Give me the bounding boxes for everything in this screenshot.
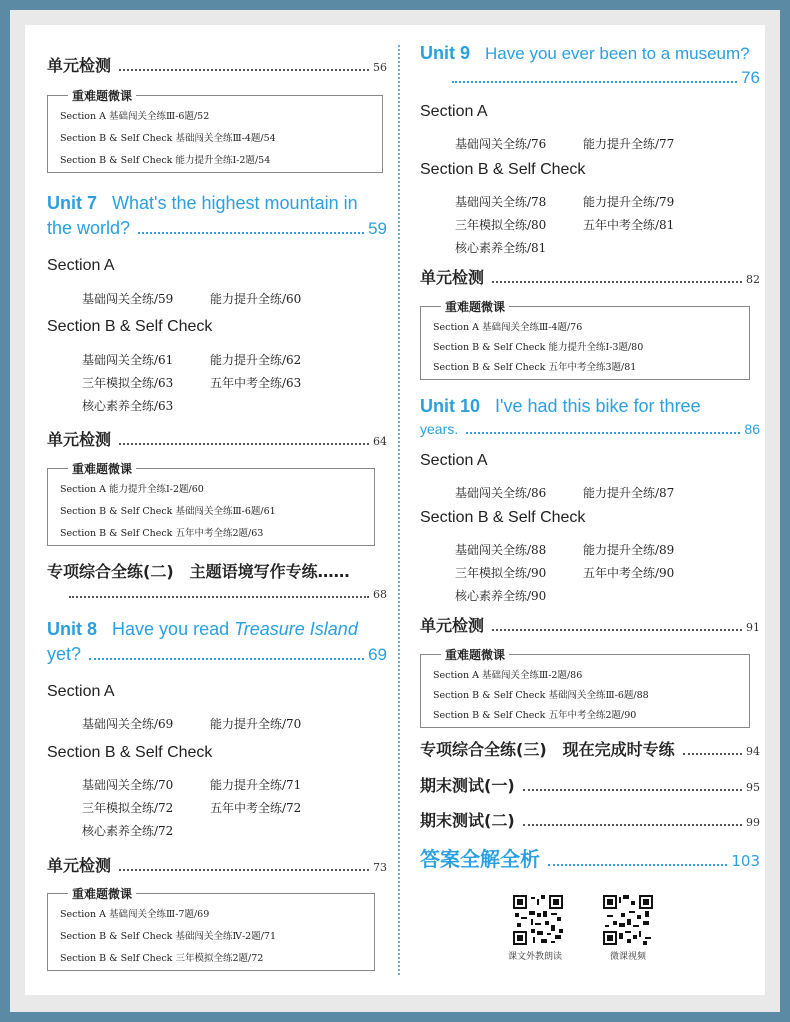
leader-dots	[548, 864, 727, 866]
box-line[interactable]: Section B & Self Check 能力提升全练Ⅰ-2题/54	[60, 155, 271, 166]
toc-entry-unit6-test[interactable]	[47, 53, 387, 76]
box-title: 重难题微课	[441, 298, 509, 315]
box-line[interactable]: Section B & Self Check 三年模拟全练2题/72	[60, 953, 264, 964]
section-a-heading[interactable]: Section A	[47, 257, 115, 274]
box-title: 重难题微课	[68, 87, 136, 104]
key-problems-box	[47, 462, 375, 546]
key-problems-box	[420, 648, 750, 728]
leader-dots	[138, 232, 364, 234]
toc-item[interactable]: 五年中考全练/81	[583, 218, 675, 232]
toc-item[interactable]: 五年中考全练/72	[210, 801, 302, 815]
unit-heading-9[interactable]	[420, 43, 760, 88]
box-line[interactable]: Section B & Self Check 五年中考全练2题/90	[433, 710, 637, 721]
toc-item[interactable]: 核心素养全练/90	[455, 589, 547, 603]
leader-dots	[523, 789, 742, 791]
section-a-items	[82, 288, 382, 307]
box-line[interactable]: Section B & Self Check 基础闯关全练Ⅲ-4题/54	[60, 133, 276, 144]
unit-title: Have you ever been to a museum?	[485, 44, 750, 63]
unit-heading-8[interactable]	[47, 619, 387, 665]
toc-entry-unit10-test[interactable]	[420, 613, 760, 636]
entry-page: 73	[373, 861, 387, 874]
unit-page: 76	[741, 68, 760, 87]
section-a-items	[82, 713, 382, 732]
unit-title-cont: years.	[420, 421, 459, 437]
toc-entry-final-1[interactable]	[420, 773, 760, 796]
leader-dots	[452, 81, 737, 83]
entry-page: 103	[731, 852, 760, 870]
toc-item[interactable]: 能力提升全练/87	[583, 486, 675, 500]
box-title: 重难题微课	[441, 646, 509, 663]
page-frame	[10, 10, 780, 1012]
box-line[interactable]: Section A 基础闯关全练Ⅲ-6题/52	[60, 111, 210, 122]
toc-item[interactable]: 五年中考全练/90	[583, 566, 675, 580]
entry-label: 单元检测	[47, 856, 112, 875]
unit-heading-7[interactable]	[47, 193, 387, 239]
leader-dots	[119, 869, 369, 871]
box-line[interactable]: Section A 能力提升全练Ⅰ-2题/60	[60, 484, 204, 495]
entry-label: 单元检测	[47, 56, 112, 75]
unit-page: 59	[368, 219, 387, 238]
toc-item[interactable]: 能力提升全练/70	[210, 717, 302, 731]
toc-item[interactable]: 基础闯关全练/86	[455, 486, 547, 500]
qr-caption: 课文外教朗读	[508, 952, 563, 962]
toc-entry-answers[interactable]	[420, 843, 760, 872]
toc-item[interactable]: 核心素养全练/63	[82, 399, 174, 413]
entry-page: 68	[373, 588, 387, 601]
qr-code-icon[interactable]	[513, 895, 563, 945]
toc-item[interactable]: 核心素养全练/81	[455, 241, 547, 255]
unit-title: I've had this bike for three	[495, 396, 701, 416]
section-b-heading[interactable]: Section B & Self Check	[420, 509, 586, 526]
key-problems-box	[47, 887, 375, 971]
leader-dots	[523, 824, 742, 826]
entry-label: 单元检测	[420, 268, 485, 287]
section-a-heading[interactable]: Section A	[47, 683, 115, 700]
section-b-items	[82, 773, 382, 842]
toc-item[interactable]: 基础闯关全练/59	[82, 292, 174, 306]
toc-entry-special-3[interactable]	[420, 737, 760, 760]
entry-page: 82	[746, 273, 760, 286]
toc-item[interactable]: 能力提升全练/89	[583, 543, 675, 557]
entry-label: 期末测试(二)	[420, 811, 515, 830]
section-b-items	[455, 190, 755, 259]
unit-title-cont: yet?	[47, 644, 82, 664]
box-line[interactable]: Section B & Self Check 五年中考全练2题/63	[60, 528, 264, 539]
box-line[interactable]: Section B & Self Check 基础闯关全练Ⅲ-6题/61	[60, 506, 276, 517]
box-line[interactable]: Section A 基础闯关全练Ⅲ-2题/86	[433, 670, 583, 681]
toc-item[interactable]: 基础闯关全练/78	[455, 195, 547, 209]
toc-entry-unit8-test[interactable]	[47, 853, 387, 876]
toc-paper	[25, 25, 765, 995]
leader-dots	[466, 432, 740, 434]
entry-label: 专项综合全练(二) 主题语境写作专练……	[47, 562, 350, 581]
unit-number: Unit 7	[47, 193, 98, 213]
section-a-heading[interactable]: Section A	[420, 452, 488, 469]
box-line[interactable]: Section A 基础闯关全练Ⅲ-4题/76	[433, 322, 583, 333]
unit-title-cont: the world?	[47, 218, 131, 238]
toc-item[interactable]: 基础闯关全练/69	[82, 717, 174, 731]
box-line[interactable]: Section B & Self Check 基础闯关全练Ⅳ-2题/71	[60, 931, 276, 942]
unit-page: 69	[368, 645, 387, 664]
unit-number: Unit 9	[420, 43, 471, 63]
toc-item[interactable]: 基础闯关全练/88	[455, 543, 547, 557]
unit-title: What's the highest mountain in	[112, 193, 358, 213]
toc-item[interactable]: 能力提升全练/77	[583, 137, 675, 151]
leader-dots	[89, 658, 364, 660]
qr-caption: 微课视频	[610, 952, 647, 962]
entry-label: 专项综合全练(三) 现在完成时专练	[420, 740, 675, 759]
toc-entry-final-2[interactable]	[420, 808, 760, 831]
toc-item[interactable]: 基础闯关全练/76	[455, 137, 547, 151]
unit-heading-10[interactable]	[420, 396, 760, 438]
key-problems-box	[420, 300, 750, 380]
unit-title-italic: Treasure Island	[234, 619, 358, 639]
column-divider	[398, 45, 400, 975]
entry-page: 99	[746, 816, 760, 829]
entry-page: 94	[746, 745, 760, 758]
leader-dots	[492, 629, 742, 631]
toc-entry-special-2[interactable]	[47, 559, 387, 602]
section-a-items	[455, 482, 755, 501]
box-line[interactable]: Section B & Self Check 五年中考全练3题/81	[433, 362, 637, 373]
toc-item[interactable]: 三年模拟全练/63	[82, 376, 174, 390]
toc-entry-unit7-test[interactable]	[47, 427, 387, 450]
entry-label: 答案全解全析	[420, 847, 540, 871]
toc-item[interactable]: 核心素养全练/72	[82, 824, 174, 838]
section-b-heading[interactable]: Section B & Self Check	[47, 744, 213, 761]
toc-item[interactable]: 三年模拟全练/72	[82, 801, 174, 815]
entry-page: 64	[373, 435, 387, 448]
entry-page: 95	[746, 781, 760, 794]
toc-item[interactable]: 三年模拟全练/90	[455, 566, 547, 580]
section-a-heading[interactable]: Section A	[420, 103, 488, 120]
section-b-heading[interactable]: Section B & Self Check	[47, 318, 213, 335]
entry-label: 单元检测	[47, 430, 112, 449]
key-problems-box	[47, 89, 383, 173]
box-line[interactable]: Section B & Self Check 基础闯关全练Ⅲ-6题/88	[433, 690, 649, 701]
toc-item[interactable]: 能力提升全练/60	[210, 292, 302, 306]
toc-item[interactable]: 五年中考全练/63	[210, 376, 302, 390]
section-a-items	[455, 133, 755, 152]
leader-dots	[69, 596, 369, 598]
entry-label: 期末测试(一)	[420, 776, 515, 795]
qr-code-icon[interactable]	[603, 895, 653, 945]
section-b-heading[interactable]: Section B & Self Check	[420, 161, 586, 178]
unit-number: Unit 10	[420, 396, 481, 416]
section-b-items	[82, 348, 382, 417]
unit-number: Unit 8	[47, 619, 98, 639]
section-b-items	[455, 538, 755, 607]
toc-item[interactable]: 能力提升全练/71	[210, 778, 302, 792]
leader-dots	[119, 443, 369, 445]
toc-item[interactable]: 能力提升全练/79	[583, 195, 675, 209]
entry-label: 单元检测	[420, 616, 485, 635]
toc-item[interactable]: 能力提升全练/62	[210, 353, 302, 367]
unit-title: Have you read	[112, 619, 235, 639]
box-line[interactable]: Section B & Self Check 能力提升全练Ⅰ-3题/80	[433, 342, 644, 353]
leader-dots	[683, 753, 742, 755]
entry-page: 91	[746, 621, 760, 634]
unit-page: 86	[744, 421, 760, 437]
entry-page: 56	[373, 61, 387, 74]
leader-dots	[119, 69, 369, 71]
toc-entry-unit9-test[interactable]	[420, 265, 760, 288]
box-line[interactable]: Section A 基础闯关全练Ⅲ-7题/69	[60, 909, 210, 920]
toc-item[interactable]: 基础闯关全练/70	[82, 778, 174, 792]
toc-item[interactable]: 基础闯关全练/61	[82, 353, 174, 367]
leader-dots	[492, 281, 742, 283]
box-title: 重难题微课	[68, 460, 136, 477]
toc-item[interactable]: 三年模拟全练/80	[455, 218, 547, 232]
box-title: 重难题微课	[68, 885, 136, 902]
